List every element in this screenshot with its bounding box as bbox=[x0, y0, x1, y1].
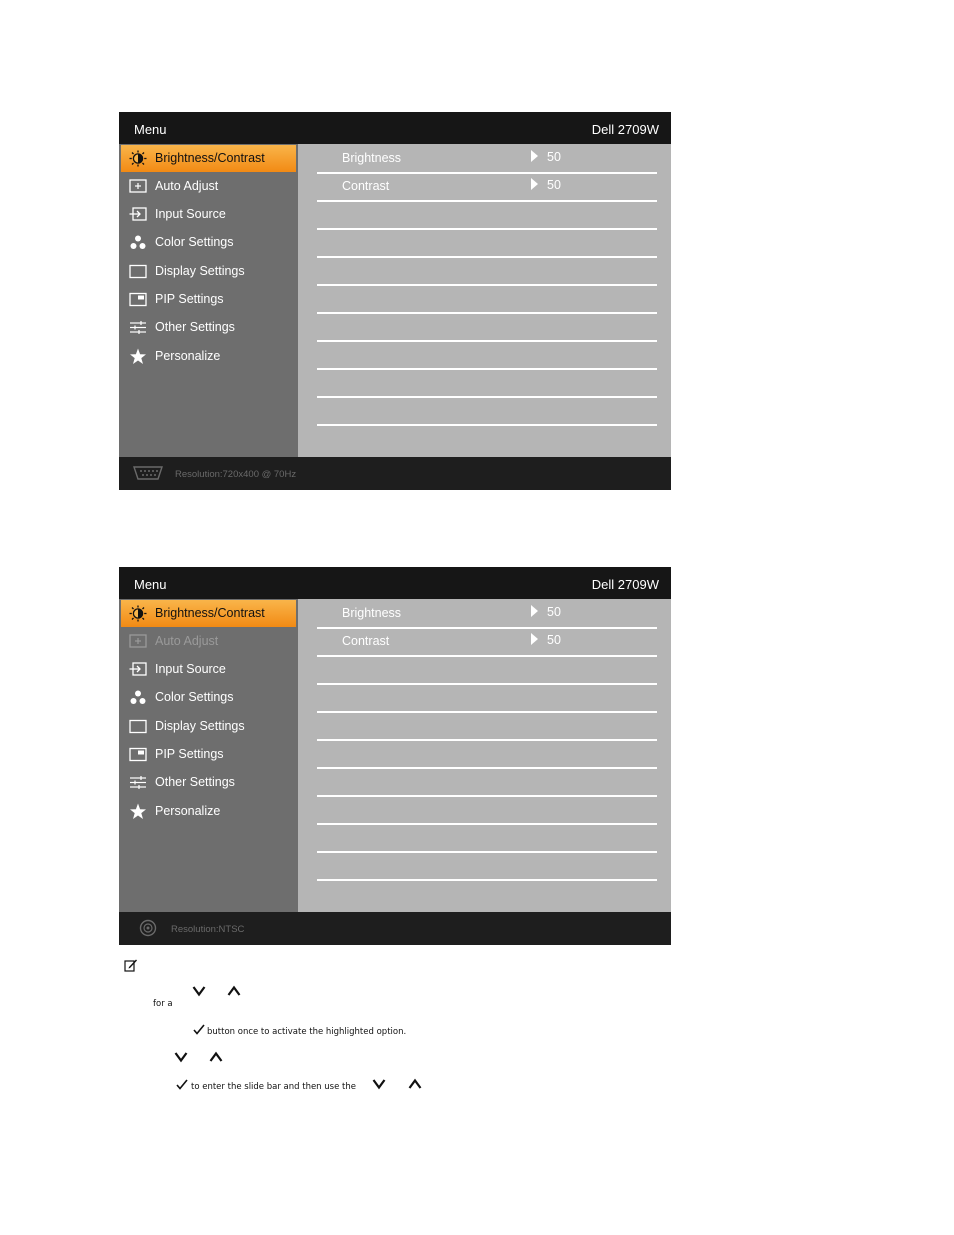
chevron-down-icon bbox=[192, 985, 206, 997]
setting-label: Contrast bbox=[342, 179, 390, 193]
menu-item-label: Input Source bbox=[155, 207, 226, 221]
menu-item-label: Personalize bbox=[155, 804, 221, 818]
setting-value: 50 bbox=[547, 178, 561, 192]
menu-item-label: Color Settings bbox=[155, 235, 234, 249]
menu-item-label: PIP Settings bbox=[155, 747, 224, 761]
note-pencil-icon bbox=[124, 958, 138, 972]
menu-item-label: Display Settings bbox=[155, 264, 245, 278]
menu-item-label: Brightness/Contrast bbox=[155, 606, 265, 620]
chevron-down-icon bbox=[372, 1078, 386, 1090]
menu-item-label: Other Settings bbox=[155, 320, 235, 334]
menu-item-label: Other Settings bbox=[155, 775, 235, 789]
menu-item-label: Auto Adjust bbox=[155, 634, 219, 648]
chevron-up-icon bbox=[408, 1078, 422, 1090]
resolution-readout: Resolution:720x400 @ 70Hz bbox=[175, 469, 297, 480]
note-text: button once to activate the highlighted option. bbox=[207, 1027, 407, 1037]
checkmark-icon bbox=[176, 1079, 188, 1090]
menu-item-label: Brightness/Contrast bbox=[155, 151, 265, 165]
note-text: for a bbox=[153, 999, 173, 1009]
chevron-down-icon bbox=[174, 1051, 188, 1063]
menu-item-label: Input Source bbox=[155, 662, 226, 676]
setting-label: Brightness bbox=[342, 606, 402, 620]
note-text: to enter the slide bar and then use the bbox=[191, 1082, 356, 1092]
setting-label: Brightness bbox=[342, 151, 402, 165]
chevron-up-icon bbox=[227, 985, 241, 997]
setting-value: 50 bbox=[547, 150, 561, 164]
model-name: Dell 2709W bbox=[591, 577, 659, 592]
menu-item-label: Personalize bbox=[155, 349, 221, 363]
resolution-readout: Resolution:NTSC bbox=[171, 924, 245, 935]
menu-title: Menu bbox=[134, 122, 167, 137]
chevron-up-icon bbox=[209, 1051, 223, 1063]
menu-item-label: Color Settings bbox=[155, 690, 234, 704]
menu-title: Menu bbox=[134, 577, 167, 592]
setting-value: 50 bbox=[547, 605, 561, 619]
menu-item-label: PIP Settings bbox=[155, 292, 224, 306]
model-name: Dell 2709W bbox=[591, 122, 659, 137]
checkmark-icon bbox=[193, 1024, 205, 1035]
menu-item-label: Auto Adjust bbox=[155, 179, 219, 193]
setting-value: 50 bbox=[547, 633, 561, 647]
setting-label: Contrast bbox=[342, 634, 390, 648]
menu-item-label: Display Settings bbox=[155, 719, 245, 733]
